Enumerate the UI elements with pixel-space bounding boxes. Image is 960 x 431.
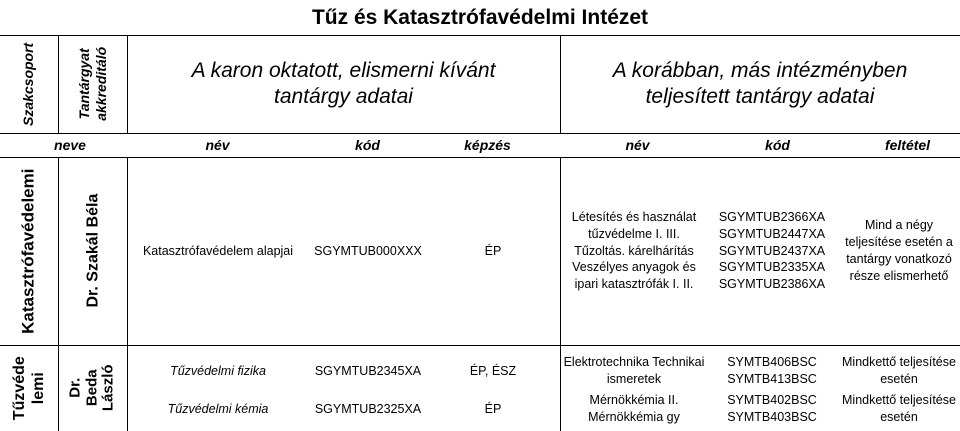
header-left-line: A karon oktatott, elismerni kívánt [191, 59, 496, 83]
prior-course-name: Veszélyes anyagok és [572, 260, 696, 275]
course-code: SGYMTUB2345XA [314, 363, 422, 378]
prior-course-code: SYMTB413BSC [727, 372, 817, 386]
prior-course-name: tűzvédelme I. III. [588, 226, 680, 241]
prior-course-names [560, 351, 708, 391]
table-rule [0, 345, 960, 346]
condition-line: teljesítése esetén a [845, 235, 953, 250]
page-title: Tűz és Katasztrófavédelmi Intézet [311, 5, 649, 29]
group-akkreditalo-line: Beda [83, 369, 101, 407]
course-code: SGYMTUB2325XA [314, 401, 422, 416]
prior-course-code: SYMTB403BSC [727, 410, 817, 424]
group-szakcsoport [0, 345, 58, 431]
course-name: Tűzvédelmi fizika [170, 363, 266, 378]
prior-course-code: SGYMTUB2366XA [718, 209, 826, 224]
table-rule [127, 157, 128, 431]
header-right-line: A korábban, más intézményben [612, 59, 908, 83]
prior-course-name: Mérnökkémia gy [588, 410, 680, 424]
prior-course-code: SGYMTUB2437XA [718, 243, 826, 258]
course-training: ÉP, ÉSZ [469, 363, 517, 378]
column-header-nev2: név [625, 137, 650, 153]
column-header-kod: kód [355, 137, 380, 153]
condition-line: része elismerhető [849, 268, 949, 283]
group-akkreditalo [58, 157, 127, 345]
prior-course-name: Elektrotechnika Technikai [563, 355, 705, 370]
header-left-group [127, 35, 560, 133]
group-akkreditalo [58, 345, 127, 431]
prior-course-codes [708, 351, 836, 391]
prior-course-name: ipari katasztrófák I. II. [574, 277, 694, 292]
prior-course-code: SGYMTUB2335XA [718, 260, 826, 275]
group-akkreditalo-line: Dr. [66, 378, 84, 399]
header-szakcsoport [0, 35, 58, 133]
column-header-neve: neve [54, 137, 86, 153]
course-code: SGYMTUB000XXX [314, 243, 422, 258]
column-header-feltetel: feltétel [884, 137, 931, 153]
prior-course-code: SYMTB402BSC [727, 393, 817, 408]
group-szakcsoport [0, 157, 58, 345]
header-akkreditalo [58, 35, 127, 133]
prior-course-codes [708, 389, 836, 429]
group-szakcsoport-line: lemi [30, 371, 48, 405]
condition-line: tantárgy vonatkozó [846, 252, 952, 266]
prior-course-code: SYMTB406BSC [727, 355, 817, 370]
prior-course-name: Létesítés és használat [571, 209, 697, 224]
prior-course-names [560, 157, 708, 345]
header-left-line: tantárgy adatai [274, 85, 413, 108]
column-header-nev: név [205, 137, 230, 153]
header-right-line: teljesített tantárgy adatai [645, 85, 875, 108]
group-szakcsoport-line: Tűzvéde [10, 355, 28, 421]
condition-line: esetén [880, 372, 918, 386]
condition-line: Mindkettő teljesítése [842, 393, 956, 408]
header-akkreditalo-line: Tantárgyat [75, 48, 92, 120]
group-akkreditalo-line: László [99, 364, 117, 412]
condition-line: Mind a négy [864, 218, 934, 233]
header-right-group [560, 35, 960, 133]
column-header-kepzes: képzés [464, 137, 511, 153]
prior-course-codes [708, 157, 836, 345]
condition-line: Mindkettő teljesítése [842, 355, 956, 370]
prior-course-name: ismeretek [606, 372, 662, 386]
course-training: ÉP [484, 401, 502, 416]
condition [838, 157, 960, 345]
course-training: ÉP [484, 243, 502, 258]
condition-line: esetén [880, 410, 918, 424]
group-akkreditalo-label: Dr. Szakál Béla [83, 194, 101, 308]
header-akkreditalo-line: akkreditáló [92, 47, 109, 121]
condition [838, 389, 960, 429]
course-name: Tűzvédelmi kémia [167, 401, 269, 416]
prior-course-names [560, 389, 708, 429]
prior-course-code: SGYMTUB2386XA [718, 277, 826, 292]
column-header-kod2: kód [765, 137, 790, 153]
header-szakcsoport-label: Szakcsoport [20, 42, 37, 126]
prior-course-name: Tűzoltás. kárelhárítás [574, 243, 694, 258]
course-name: Katasztrófavédelem alapjai [142, 243, 294, 258]
prior-course-code: SGYMTUB2447XA [718, 226, 826, 241]
condition [838, 351, 960, 391]
group-szakcsoport-label: Katasztrófavédelemi [18, 168, 38, 334]
prior-course-name: Mérnökkémia II. [589, 393, 679, 408]
